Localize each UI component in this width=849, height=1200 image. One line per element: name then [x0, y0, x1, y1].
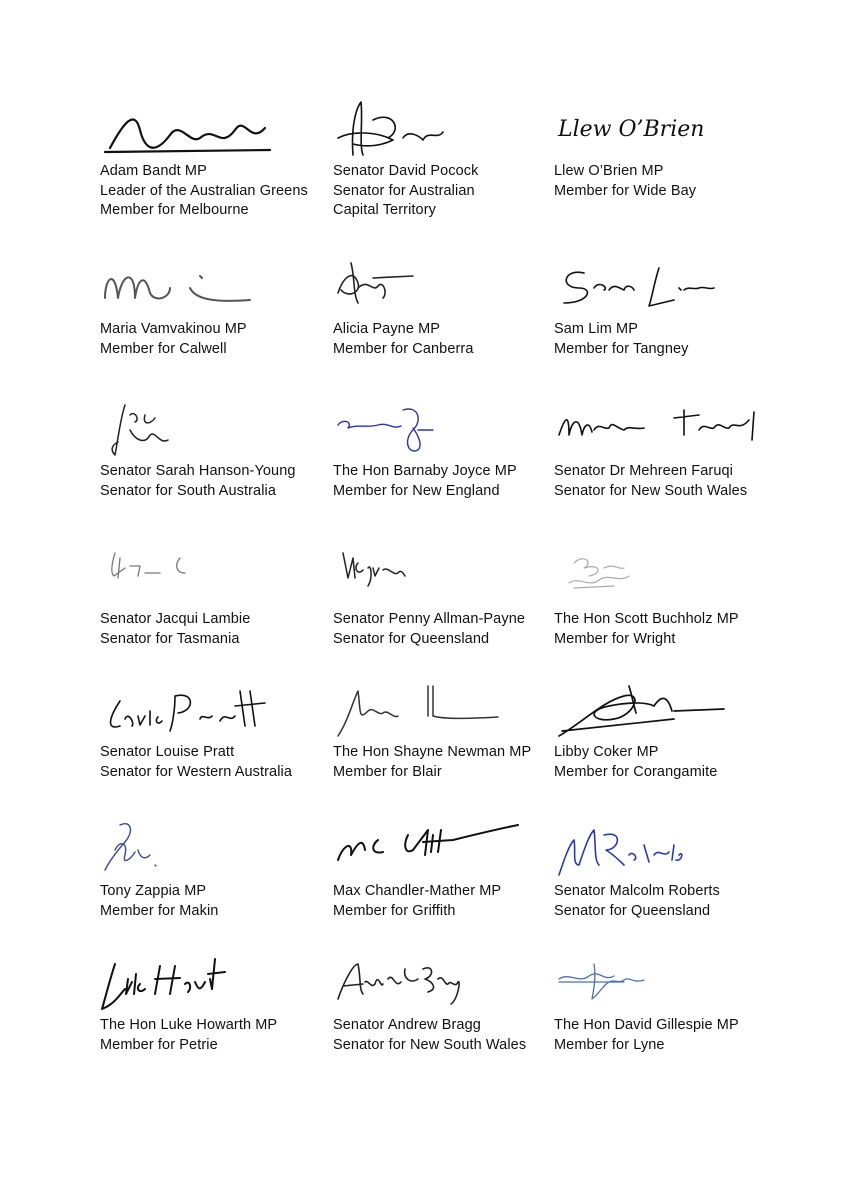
signatory-block-16 [100, 820, 325, 919]
signatory-block-18 [554, 820, 779, 919]
signatory-block-9 [554, 400, 779, 499]
signatory-name: Libby Coker MP [554, 744, 659, 760]
signature-luke-howarth [100, 954, 280, 1016]
signatory-name: Senator Jacqui Lambie [100, 611, 251, 627]
signature-tony-zappia [100, 820, 280, 882]
signatory-name: The Hon Barnaby Joyce MP [333, 463, 517, 479]
signature-libby-coker [554, 681, 734, 743]
signatory-block-20 [333, 954, 558, 1053]
signatory-electorate: Senator for Queensland [333, 630, 490, 647]
signatory-name: Tony Zappia MP [100, 883, 207, 899]
signatory-name: The Hon Luke Howarth MP [100, 1017, 278, 1033]
signatory-name: Sam Lim MP [554, 321, 638, 337]
signature-sam-lim [554, 258, 734, 320]
signatory-block-2 [333, 100, 558, 218]
signatory-block-7 [100, 400, 325, 499]
signatory-electorate: Member for Wright [554, 630, 676, 647]
signatory-name: Senator Louise Pratt [100, 744, 235, 760]
signatory-block-15 [554, 681, 779, 780]
signature-shayne-newman [333, 681, 513, 743]
signatory-name: Maria Vamvakinou MP [100, 321, 247, 337]
signatory-name: Llew O’Brien MP [554, 163, 664, 179]
signature-penny-allman-payne [333, 548, 513, 610]
signatory-block-12 [554, 548, 779, 647]
signatory-name: The Hon Shayne Newman MP [333, 744, 532, 760]
signatory-name: Alicia Payne MP [333, 321, 441, 337]
signatory-title: Senator for Australian [333, 182, 475, 199]
signatory-name: Max Chandler-Mather MP [333, 883, 502, 899]
signatory-title: Leader of the Australian Greens [100, 182, 308, 199]
signatory-electorate: Senator for Tasmania [100, 630, 240, 647]
signatory-block-17 [333, 820, 558, 919]
signature-mehreen-faruqi [554, 400, 774, 462]
signatory-name: Senator Dr Mehreen Faruqi [554, 463, 733, 479]
signatory-electorate: Member for Melbourne [100, 202, 249, 218]
signature-malcolm-roberts [554, 820, 734, 882]
signatory-block-11 [333, 548, 558, 647]
signatory-electorate: Member for Wide Bay [554, 182, 697, 199]
signatory-block-14 [333, 681, 558, 780]
signatory-name: The Hon Scott Buchholz MP [554, 611, 739, 627]
signatory-block-4 [100, 258, 325, 357]
signature-andrew-bragg [333, 954, 513, 1016]
signatory-name: Senator Andrew Bragg [333, 1017, 481, 1033]
signatory-electorate: Senator for New South Wales [554, 482, 748, 499]
signatory-electorate: Senator for New South Wales [333, 1036, 527, 1053]
signatory-block-1 [100, 100, 325, 218]
signatory-electorate: Senator for Queensland [554, 902, 711, 919]
signature-barnaby-joyce [333, 400, 513, 462]
signatory-block-21 [554, 954, 779, 1053]
signature-sarah-hanson-young [100, 400, 280, 462]
signatory-electorate: Capital Territory [333, 202, 436, 218]
signatory-name: Senator Sarah Hanson-Young [100, 463, 296, 479]
signature-alicia-payne [333, 258, 513, 320]
signature-david-gillespie [554, 954, 734, 1016]
signatory-name: The Hon David Gillespie MP [554, 1017, 739, 1033]
signatory-electorate: Member for New England [333, 482, 500, 499]
signatory-name: Adam Bandt MP [100, 163, 207, 179]
signatory-block-13 [100, 681, 325, 780]
signatory-electorate: Member for Canberra [333, 340, 474, 357]
signature-maria-vamvakinou [100, 258, 280, 320]
signatory-electorate: Member for Corangamite [554, 763, 718, 780]
signatory-name: Senator Penny Allman-Payne [333, 611, 526, 627]
signature-scott-buchholz [554, 548, 734, 610]
signatory-block-6 [554, 258, 779, 357]
signatory-electorate: Member for Lyne [554, 1036, 665, 1053]
signatory-block-19 [100, 954, 325, 1053]
signatory-electorate: Member for Makin [100, 902, 219, 919]
signatory-name: Senator Malcolm Roberts [554, 883, 720, 899]
signatory-electorate: Member for Tangney [554, 340, 689, 357]
signature-max-chandler-mather [333, 820, 523, 882]
signature-jacqui-lambie [100, 548, 280, 610]
signatory-electorate: Senator for South Australia [100, 482, 276, 499]
signature-llew-obrien [554, 100, 734, 162]
signatory-electorate: Senator for Western Australia [100, 763, 293, 780]
signature-louise-pratt [100, 681, 280, 743]
signatory-block-8 [333, 400, 558, 499]
signatory-electorate: Member for Griffith [333, 902, 456, 919]
signatory-block-10 [100, 548, 325, 647]
signature-david-pocock [333, 100, 513, 162]
signatory-electorate: Member for Blair [333, 763, 442, 780]
signatory-electorate: Member for Calwell [100, 340, 227, 357]
signatory-block-5 [333, 258, 558, 357]
signatory-electorate: Member for Petrie [100, 1036, 218, 1053]
signatory-name: Senator David Pocock [333, 163, 479, 179]
typed-signature-text: Llew O’Brien [558, 117, 705, 142]
signature-adam-bandt [100, 100, 280, 162]
signatory-block-3 [554, 100, 779, 199]
